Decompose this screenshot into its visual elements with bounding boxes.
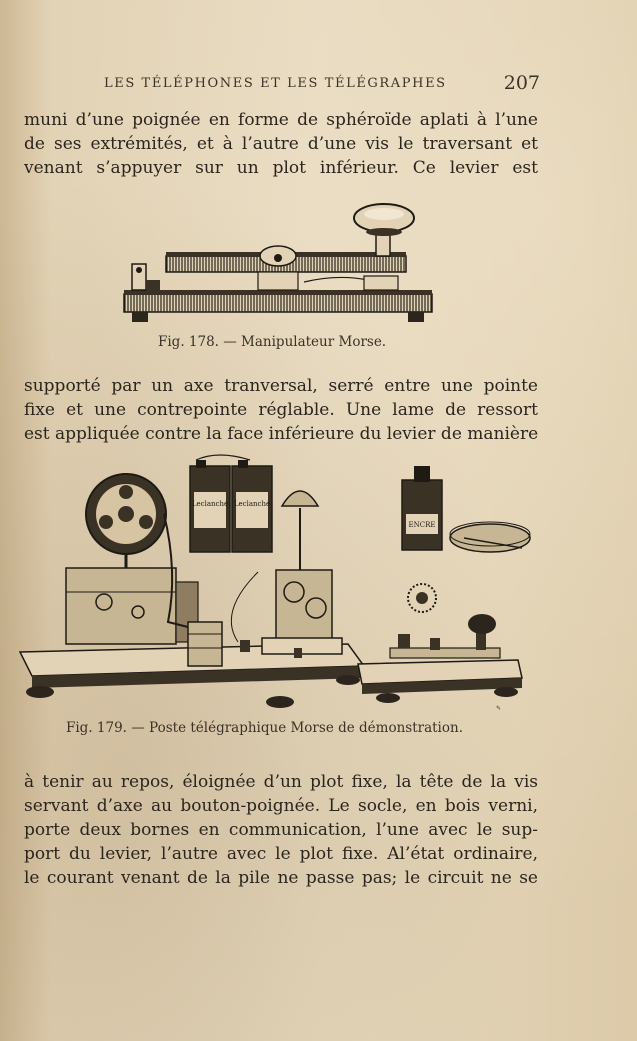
bottle-label: ENCRE: [408, 521, 436, 529]
battery-label-1: Leclanché: [191, 500, 229, 508]
text-line: muni d’une poignée en forme de sphéroïde aplati à l’une: [24, 110, 538, 130]
figure-178-caption: Fig. 178. — Manipulateur Morse.: [158, 334, 387, 350]
paragraph-1: [24, 108, 538, 180]
text-line: est appliquée contre la face inférieure du levier de manière: [24, 424, 539, 444]
text-line: porte deux bornes en communication, l’une avec le sup-: [24, 820, 538, 840]
figure-179-caption: Fig. 179. — Poste télégraphique Morse de démonstration.: [66, 720, 463, 736]
text-line: le courant venant de la pile ne passe pas; le circuit ne se: [24, 868, 538, 888]
battery-label-2: Leclanché: [233, 500, 271, 508]
figure-179-telegraph-station: [18, 452, 538, 720]
text-line: venant s’appuyer sur un plot inférieur. Ce levier est: [24, 158, 538, 178]
text-line: supporté par un axe tranversal, serré entre une pointe: [24, 376, 538, 396]
paragraph-2: [24, 374, 538, 446]
text-line: de ses extrémités, et à l’autre d’une vis le traversant et: [24, 134, 538, 154]
paragraph-3: [24, 770, 538, 890]
text-line: à tenir au repos, éloignée d’un plot fixe, la tête de la vis: [24, 772, 538, 792]
running-head: LES TÉLÉPHONES ET LES TÉLÉGRAPHES: [104, 76, 447, 91]
page-number: 207: [503, 72, 540, 94]
page-header: [104, 72, 540, 96]
text-line: fixe et une contrepointe réglable. Une lame de ressort: [24, 400, 538, 420]
text-line: servant d’axe au bouton-poignée. Le socle, en bois verni,: [24, 796, 538, 816]
figure-178-morse-key: [118, 198, 440, 330]
svg-text:✎: ✎: [496, 705, 502, 712]
text-line: port du levier, l’autre avec le plot fixe. Al’état ordinaire,: [24, 844, 538, 864]
